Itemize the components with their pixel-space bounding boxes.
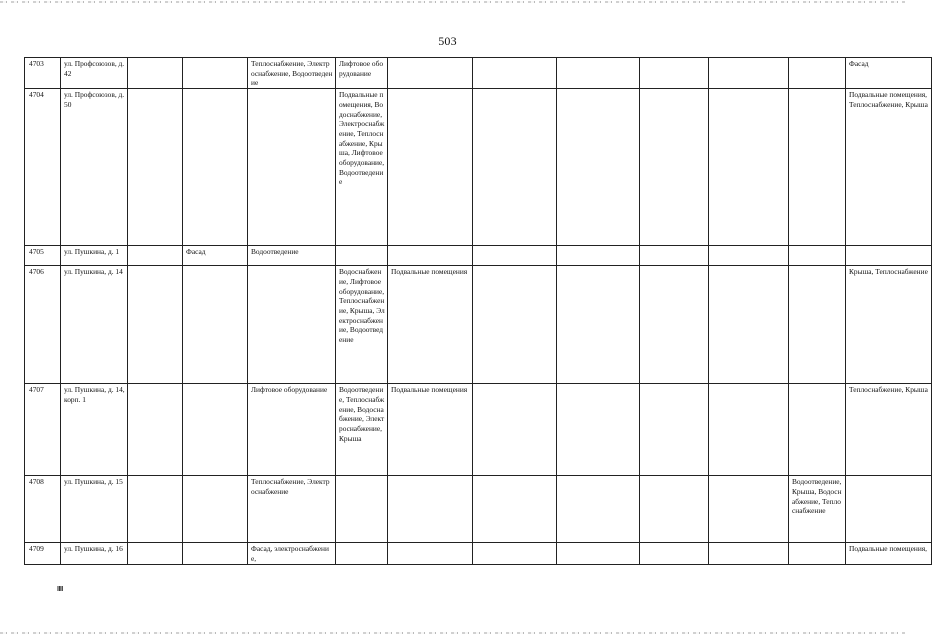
address-cell: ул. Пушкина, д. 1	[61, 246, 128, 266]
table-cell: Крыша, Теплоснабжение	[846, 266, 932, 384]
table-cell: Теплоснабжение, Электроснабжение	[248, 476, 336, 543]
table-cell	[473, 89, 557, 246]
table-cell	[473, 476, 557, 543]
table-cell	[128, 384, 183, 476]
table-cell	[709, 384, 789, 476]
table-cell: Фасад	[183, 246, 248, 266]
table-cell	[709, 246, 789, 266]
table-cell: Водоотведение, Крыша, Водоснабжение, Теплоснабжение	[789, 476, 846, 543]
scan-mark: ІІІІ	[57, 586, 63, 593]
table-cell	[789, 384, 846, 476]
table-cell	[557, 246, 640, 266]
table-cell	[640, 266, 709, 384]
row-number: 4703	[25, 58, 61, 89]
table-cell	[557, 384, 640, 476]
address-cell: ул. Профсоюзов, д. 50	[61, 89, 128, 246]
table-cell	[388, 543, 473, 565]
table-cell	[128, 266, 183, 384]
table-cell	[709, 476, 789, 543]
table-cell	[336, 543, 388, 565]
table-cell: Подвальные помещения, Водоснабжение, Электроснабжение, Теплоснабжение, Крыша, Лифтовое оборудование, Водоотведение	[336, 89, 388, 246]
table-cell	[709, 266, 789, 384]
table-cell: Подвальные помещения	[388, 384, 473, 476]
table-cell	[640, 89, 709, 246]
table-cell: Водоснабжение, Лифтовое оборудование, Теплоснабжение, Крыша, Электроснабжение, Водоотведение	[336, 266, 388, 384]
address-cell: ул. Пушкина, д. 16	[61, 543, 128, 565]
address-cell: ул. Пушкина, д. 14, корп. 1	[61, 384, 128, 476]
table-cell	[183, 543, 248, 565]
table-cell	[388, 58, 473, 89]
table-cell	[640, 384, 709, 476]
table-cell	[789, 543, 846, 565]
table-cell	[336, 476, 388, 543]
table-cell	[473, 58, 557, 89]
table-cell	[709, 543, 789, 565]
table-cell	[248, 89, 336, 246]
table-cell: Подвальные помещения	[388, 266, 473, 384]
table-cell	[473, 543, 557, 565]
table-cell	[557, 89, 640, 246]
table-cell	[846, 246, 932, 266]
table-cell: Водоотведение	[248, 246, 336, 266]
table-cell	[789, 89, 846, 246]
row-number: 4706	[25, 266, 61, 384]
table-cell	[473, 246, 557, 266]
table-row	[25, 384, 932, 476]
table-cell: Подвальные помещения, Теплоснабжение, Крыша	[846, 89, 932, 246]
table-row	[25, 89, 932, 246]
table-cell: Лифтовое оборудование	[336, 58, 388, 89]
table-cell: Подвальные помещения,	[846, 543, 932, 565]
table-row	[25, 58, 932, 89]
table-cell: Фасад	[846, 58, 932, 89]
table-cell	[473, 384, 557, 476]
table-cell	[388, 246, 473, 266]
table-cell	[388, 89, 473, 246]
repair-schedule-table	[24, 57, 932, 565]
table-cell	[557, 58, 640, 89]
table-cell	[128, 476, 183, 543]
table-cell	[248, 266, 336, 384]
table-cell	[183, 266, 248, 384]
table-row	[25, 476, 932, 543]
table-row	[25, 246, 932, 266]
table-cell	[336, 246, 388, 266]
scan-edge-top	[0, 1, 905, 3]
table-cell	[388, 476, 473, 543]
address-cell: ул. Профсоюзов, д. 42	[61, 58, 128, 89]
table-cell: Водоотведение, Теплоснабжение, Водоснабжение, Электроснабжение, Крыша	[336, 384, 388, 476]
table-cell	[640, 543, 709, 565]
row-number: 4707	[25, 384, 61, 476]
table-cell	[789, 246, 846, 266]
table-cell	[557, 266, 640, 384]
page-number: 503	[438, 34, 457, 48]
table-cell: Теплоснабжение, Крыша	[846, 384, 932, 476]
table-cell: Теплоснабжение, Электроснабжение, Водоотведение	[248, 58, 336, 89]
table-cell	[640, 246, 709, 266]
row-number: 4709	[25, 543, 61, 565]
table-cell	[183, 384, 248, 476]
table-cell	[709, 89, 789, 246]
table-cell	[640, 58, 709, 89]
table-cell: Лифтовое оборудование	[248, 384, 336, 476]
table-cell	[640, 476, 709, 543]
table-row	[25, 266, 932, 384]
table-cell	[183, 58, 248, 89]
table-cell	[557, 543, 640, 565]
address-cell: ул. Пушкина, д. 14	[61, 266, 128, 384]
table-cell	[846, 476, 932, 543]
table-cell	[709, 58, 789, 89]
table-cell	[128, 246, 183, 266]
table-cell	[789, 58, 846, 89]
table-cell	[128, 89, 183, 246]
address-cell: ул. Пушкина, д. 15	[61, 476, 128, 543]
table-cell: Фасад, электроснабжение,	[248, 543, 336, 565]
table-cell	[128, 543, 183, 565]
table-cell	[557, 476, 640, 543]
table-cell	[128, 58, 183, 89]
table-cell	[789, 266, 846, 384]
table-cell	[183, 89, 248, 246]
scan-edge-bottom	[0, 632, 905, 634]
row-number: 4704	[25, 89, 61, 246]
table-cell	[183, 476, 248, 543]
table-cell	[473, 266, 557, 384]
table-row	[25, 543, 932, 565]
row-number: 4708	[25, 476, 61, 543]
row-number: 4705	[25, 246, 61, 266]
